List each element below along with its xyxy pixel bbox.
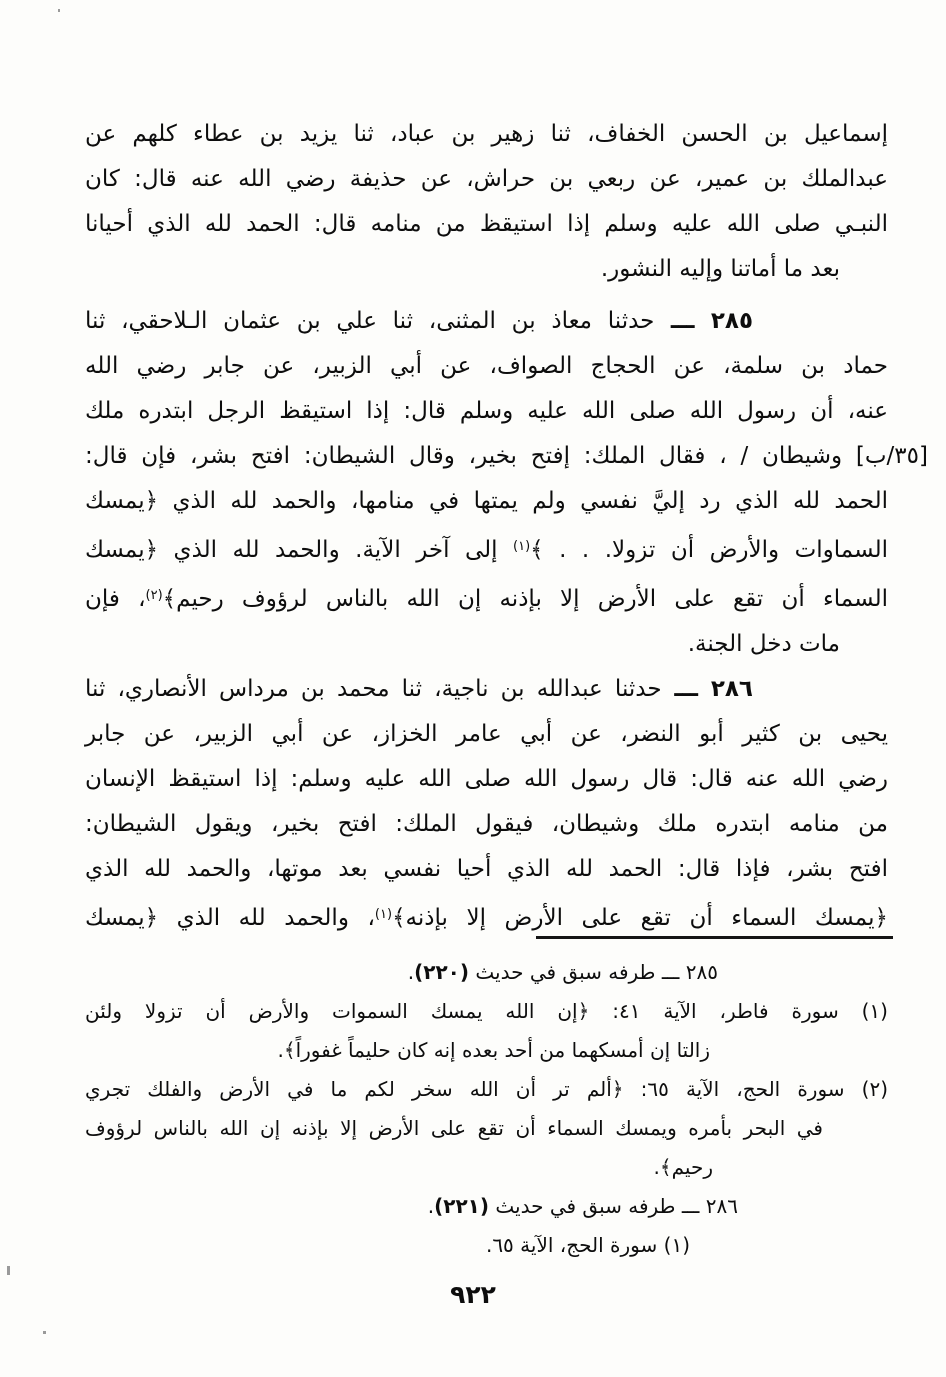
text-segment: ٢٨٥ ـــ bbox=[654, 308, 754, 334]
text-segment: ﴿يمسك السماء أن تقع على الأرض إلا بإذنه﴾ bbox=[392, 905, 888, 931]
text-segment: حماد بن سلمة، عن الحجاج الصواف، عن أبي الزبير، عن جابر رضي الله bbox=[85, 353, 888, 379]
text-segment: من منامه ابتدره ملك وشيطان، فيقول الملك: افتح بخير، ويقول الشيطان: bbox=[85, 811, 888, 837]
paragraph-isnad-continuation bbox=[85, 112, 888, 292]
text-line bbox=[85, 1226, 888, 1265]
text-line bbox=[85, 1031, 888, 1070]
text-segment: ٢٨٦ ـــ bbox=[661, 676, 753, 702]
text-segment: حدثنا معاذ بن المثنى، ثنا علي بن عثمان الـلاحقي، ثنا bbox=[85, 308, 655, 334]
text-line bbox=[85, 802, 888, 847]
scan-speck bbox=[43, 1331, 46, 1334]
text-segment: (١) سورة الحج، الآية ٦٥. bbox=[485, 1233, 690, 1257]
text-line bbox=[85, 667, 888, 712]
footnotes-block bbox=[85, 953, 888, 1265]
text-segment: رحيم﴾. bbox=[653, 1155, 713, 1179]
text-segment: مات دخل الجنة. bbox=[687, 631, 840, 657]
text-segment: [٣٥/ب] وشيطان / ، فقال الملك: إفتح بخير، وقال الشيطان: افتح بشر، فإن قال: bbox=[85, 443, 928, 469]
footnote-marker: (١) bbox=[513, 539, 531, 554]
hadith-286 bbox=[85, 667, 888, 941]
text-segment: عنه، أن رسول الله صلى الله عليه وسلم قال: إذا استيقظ الرجل ابتدره ملك bbox=[85, 398, 888, 424]
text-line bbox=[85, 157, 888, 202]
footnote-marker: (٢) bbox=[145, 588, 163, 603]
text-segment: إسماعيل بن الحسن الخفاف، ثنا زهير بن عباد، ثنا يزيد بن عطاء كلهم عن bbox=[85, 121, 888, 147]
footnote-marker: (١) bbox=[374, 907, 393, 922]
text-line bbox=[85, 247, 888, 292]
body-text bbox=[85, 112, 928, 941]
text-line bbox=[85, 389, 888, 434]
text-segment: زالتا إن أمسكهما من أحد بعده إنه كان حليماً غفوراً﴾. bbox=[277, 1038, 710, 1062]
text-line bbox=[85, 524, 888, 573]
text-line bbox=[85, 992, 888, 1031]
text-segment: النبـي صلى الله عليه وسلم إذا استيقظ من منامه قال: الحمد لله الذي أحيانا bbox=[85, 211, 888, 237]
hadith-285 bbox=[85, 299, 928, 667]
scan-speck bbox=[58, 9, 60, 12]
text-line bbox=[85, 479, 888, 524]
text-segment: (١) سورة فاطر، الآية ٤١: ﴿إن الله يمسك السموات والأرض أن تزولا ولئن bbox=[85, 999, 888, 1023]
text-line bbox=[85, 712, 888, 757]
text-line bbox=[85, 1109, 888, 1148]
text-line bbox=[85, 112, 888, 157]
text-segment: ٢٨٥ ـــ طرفه سبق في حديث bbox=[469, 960, 718, 984]
text-line bbox=[85, 202, 888, 247]
text-segment: . bbox=[407, 960, 415, 984]
text-line bbox=[85, 1187, 888, 1226]
text-segment: في البحر بأمره ويمسك السماء أن تقع على الأرض إلا بإذنه إن الله بالناس لرؤوف bbox=[85, 1116, 823, 1140]
scan-speck bbox=[7, 1266, 10, 1275]
text-segment: السماوات والأرض أن تزولا. . . ﴾ bbox=[530, 537, 888, 563]
text-line bbox=[85, 1070, 888, 1109]
footnote-divider bbox=[536, 936, 893, 939]
text-segment: ، والحمد لله الذي ﴿يمسك bbox=[85, 905, 375, 931]
text-line bbox=[85, 892, 888, 941]
text-segment: الحمد لله الذي رد إليَّ نفسي ولم يمتها في منامها، والحمد لله الذي ﴿يمسك bbox=[85, 488, 888, 514]
text-segment: حدثنا عبدالله بن ناجية، ثنا محمد بن مرداس الأنصاري، ثنا bbox=[85, 676, 662, 702]
page-number: ٩٢٢ bbox=[450, 1280, 496, 1309]
text-segment: عبدالملك بن عمير، عن ربعي بن حراش، عن حذيفة رضي الله عنه قال: كان bbox=[85, 166, 888, 192]
text-line bbox=[85, 847, 888, 892]
text-line bbox=[85, 622, 888, 667]
text-line bbox=[85, 1148, 888, 1187]
text-segment: السماء أن تقع على الأرض إلا بإذنه إن الله بالناس لرؤوف رحيم﴾ bbox=[162, 586, 888, 612]
text-segment: بعد ما أماتنا وإليه النشور. bbox=[600, 256, 840, 282]
text-line bbox=[85, 757, 888, 802]
text-line bbox=[85, 953, 888, 992]
text-line bbox=[85, 434, 928, 479]
text-segment: ٢٨٦ ـــ طرفه سبق في حديث bbox=[489, 1194, 738, 1218]
text-segment: إلى آخر الآية. والحمد لله الذي ﴿يمسك bbox=[85, 537, 514, 563]
text-segment: (٢) سورة الحج، الآية ٦٥: ﴿ألم تر أن الله سخر لكم ما في الأرض والفلك تجري bbox=[85, 1077, 889, 1101]
text-segment: رضي الله عنه قال: قال رسول الله صلى الله عليه وسلم: إذا استيقظ الإنسان bbox=[85, 766, 888, 792]
text-line bbox=[85, 573, 888, 622]
text-segment: (٢٢١) bbox=[434, 1194, 490, 1218]
text-line bbox=[85, 344, 888, 389]
text-segment: . bbox=[427, 1194, 435, 1218]
text-segment: ، فإن bbox=[85, 586, 146, 612]
text-segment: افتح بشر، فإذا قال: الحمد لله الذي أحيا نفسي بعد موتها، والحمد لله الذي bbox=[85, 856, 888, 882]
text-segment: يحيى بن كثير أبو النضر، عن أبي عامر الخزاز، عن أبي الزبير، عن جابر bbox=[85, 721, 888, 747]
text-segment: (٢٢٠) bbox=[414, 960, 470, 984]
text-line bbox=[85, 299, 888, 344]
